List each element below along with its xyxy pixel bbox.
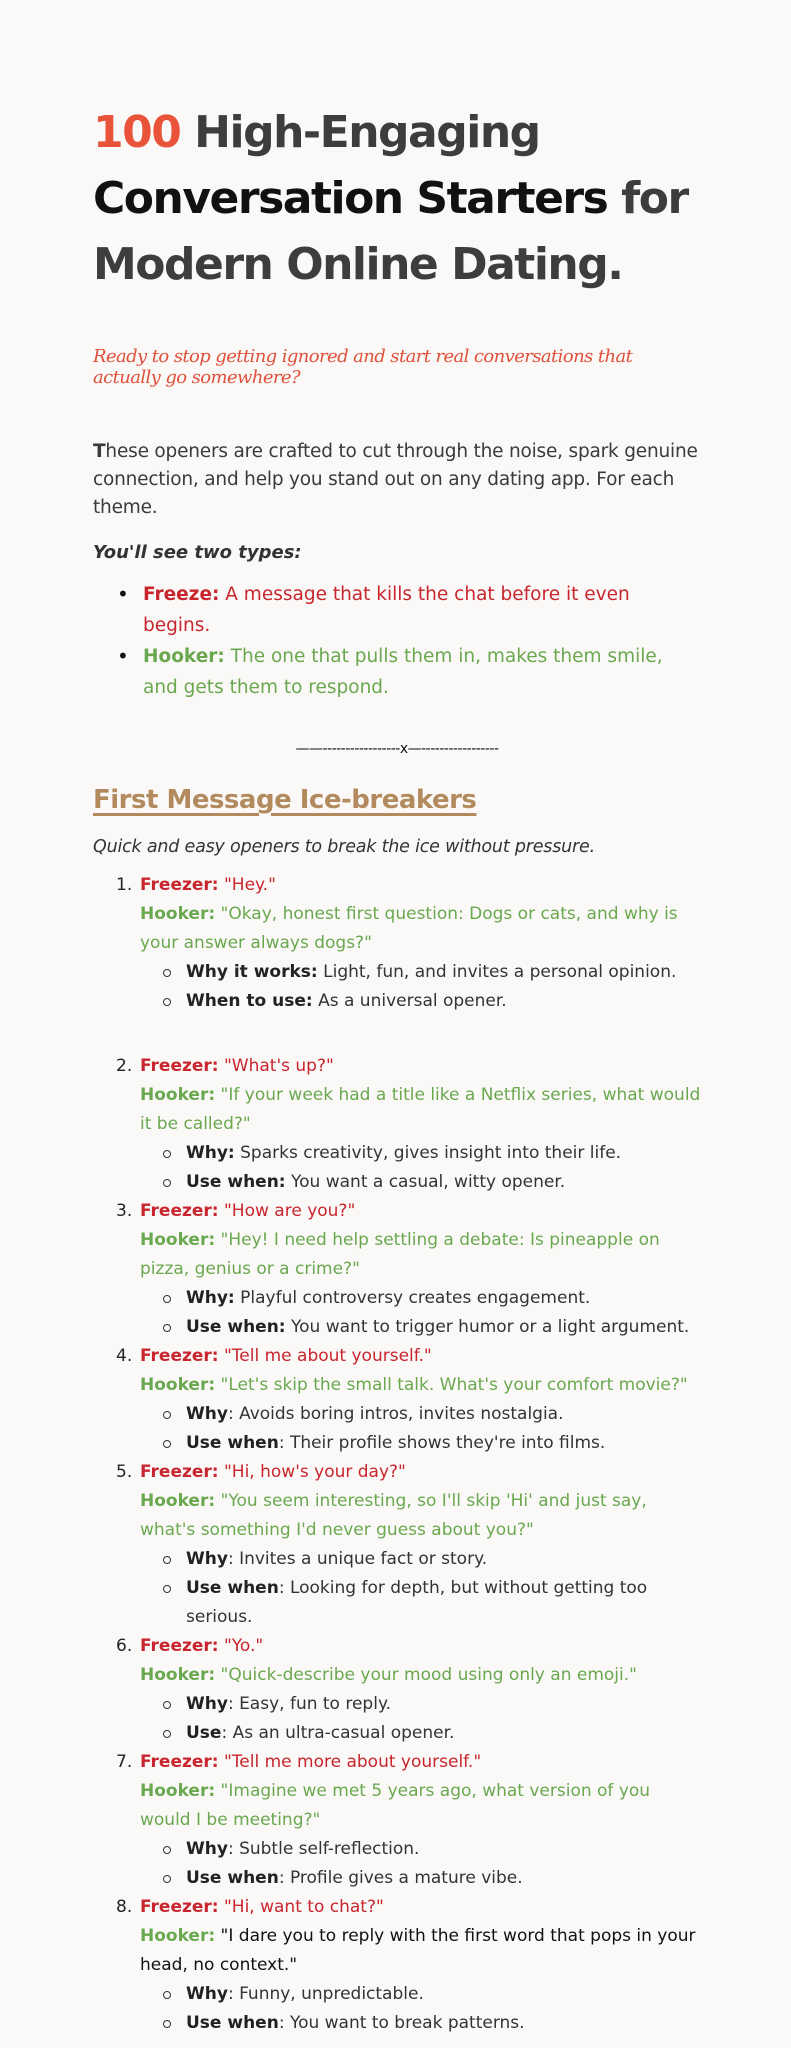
detail-item — [186, 1864, 701, 1893]
list-item — [93, 1052, 701, 1197]
hooker-text: "Okay, honest first question: Dogs or cats, and why is your answer always dogs?" — [140, 904, 678, 953]
hooker-label: Hooker: — [140, 1781, 216, 1801]
title-part-4: Modern Online Dating. — [93, 239, 623, 290]
freezer-label: Freezer: — [140, 875, 219, 895]
detail-list — [140, 1545, 701, 1632]
detail-list — [140, 958, 701, 1016]
detail-label: Use — [186, 1723, 222, 1743]
detail-list — [140, 1400, 701, 1458]
type-hooker-label: Hooker: — [143, 646, 225, 667]
item-number: 1. — [116, 875, 133, 895]
freezer-text: "How are you?" — [218, 1201, 356, 1221]
item-number: 2. — [116, 1056, 133, 1076]
item-number: 8. — [116, 1897, 133, 1917]
detail-label: Why: — [186, 1288, 235, 1308]
item-number: 3. — [116, 1201, 133, 1221]
detail-list — [140, 1690, 701, 1748]
detail-label: Why — [186, 1984, 228, 2004]
freezer-line — [140, 1458, 701, 1487]
list-item — [93, 1342, 701, 1458]
detail-text: As a universal opener. — [312, 991, 507, 1011]
hooker-text: "Hey! I need help settling a debate: Is pineapple on pizza, genius or a crime?" — [140, 1230, 660, 1279]
hooker-label: Hooker: — [140, 1085, 216, 1105]
type-hooker — [117, 641, 701, 703]
hooker-text: "You seem interesting, so I'll skip 'Hi' and just say, what's something I'd never guess about you?" — [140, 1491, 647, 1540]
freezer-line — [140, 871, 701, 900]
detail-item — [186, 1284, 701, 1313]
hooker-label: Hooker: — [140, 1665, 216, 1685]
divider: ——-----------------x—----------------- — [295, 741, 499, 757]
detail-text: : Profile gives a mature vibe. — [278, 1868, 523, 1888]
detail-label: When to use: — [186, 991, 313, 1011]
section-subtitle: Quick and easy openers to break the ice without pressure. — [93, 837, 595, 857]
freezer-line — [140, 1748, 701, 1777]
detail-label: Use when: — [186, 1317, 286, 1337]
freezer-label: Freezer: — [140, 1201, 219, 1221]
detail-label: Use when: — [186, 1172, 286, 1192]
freezer-line — [140, 1052, 701, 1081]
freezer-label: Freezer: — [140, 1346, 219, 1366]
freezer-text: "Yo." — [218, 1636, 264, 1656]
title-part-1: High-Engaging — [180, 107, 540, 158]
detail-label: Use when — [186, 2013, 279, 2033]
detail-text: : Invites a unique fact or story. — [227, 1549, 488, 1569]
detail-text: : Their profile shows they're into films. — [278, 1433, 606, 1453]
hooker-line — [140, 1922, 701, 1980]
hooker-text: "Let's skip the small talk. What's your comfort movie?" — [215, 1375, 688, 1395]
detail-label: Why: — [186, 1143, 235, 1163]
item-number: 4. — [116, 1346, 133, 1366]
hooker-text: "I dare you to reply with the first word that pops in your head, no context." — [140, 1926, 696, 1975]
page-title — [93, 100, 701, 298]
freezer-line — [140, 1342, 701, 1371]
freezer-text: "What's up?" — [218, 1056, 334, 1076]
tagline: Ready to stop getting ignored and start real conversations that actually go somewhere? — [93, 346, 633, 388]
detail-label: Why — [186, 1694, 228, 1714]
detail-item — [186, 1545, 701, 1574]
detail-list — [140, 1139, 701, 1197]
hooker-label: Hooker: — [140, 1230, 216, 1250]
hooker-line — [140, 1661, 701, 1690]
detail-item — [186, 1980, 701, 2009]
intro-first-letter: T — [93, 441, 106, 462]
item-number: 6. — [116, 1636, 133, 1656]
hooker-label: Hooker: — [140, 1926, 216, 1946]
hooker-line — [140, 1371, 701, 1400]
detail-item — [186, 1139, 701, 1168]
freezer-text: "Hi, want to chat?" — [218, 1897, 384, 1917]
freezer-text: "Tell me more about yourself." — [218, 1752, 482, 1772]
hooker-label: Hooker: — [140, 904, 216, 924]
detail-text: : Avoids boring intros, invites nostalgia. — [227, 1404, 564, 1424]
detail-text: You want to trigger humor or a light argument. — [285, 1317, 690, 1337]
opener-list — [93, 871, 701, 2038]
freezer-text: "Tell me about yourself." — [218, 1346, 432, 1366]
freezer-text: "Hi, how's your day?" — [218, 1462, 406, 1482]
title-part-3: for — [607, 173, 688, 224]
list-item — [93, 1893, 701, 2038]
freezer-text: "Hey." — [218, 875, 276, 895]
detail-list — [140, 1835, 701, 1893]
intro-paragraph — [93, 438, 701, 522]
detail-label: Why — [186, 1549, 228, 1569]
detail-text: : You want to break patterns. — [278, 2013, 525, 2033]
hooker-label: Hooker: — [140, 1491, 216, 1511]
list-item — [93, 871, 701, 1016]
intro-text: hese openers are crafted to cut through the noise, spark genuine connection, and help you stand out on any dating app. For each theme. — [93, 441, 698, 518]
section-title: First Message Ice-breakers — [93, 785, 477, 815]
detail-text: You want a casual, witty opener. — [285, 1172, 566, 1192]
freezer-label: Freezer: — [140, 1752, 219, 1772]
hooker-line — [140, 1777, 701, 1835]
types-heading: You'll see two types: — [93, 542, 302, 563]
freezer-line — [140, 1197, 701, 1226]
title-number: 100 — [93, 107, 181, 158]
hooker-line — [140, 900, 701, 958]
type-hooker-text: The one that pulls them in, makes them smile, and gets them to respond. — [143, 646, 663, 698]
freezer-label: Freezer: — [140, 1897, 219, 1917]
detail-item — [186, 1429, 701, 1458]
detail-list — [140, 1980, 701, 2038]
hooker-text: "If your week had a title like a Netflix series, what would it be called?" — [140, 1085, 701, 1134]
freezer-label: Freezer: — [140, 1056, 219, 1076]
hooker-text: "Quick-describe your mood using only an emoji." — [215, 1665, 637, 1685]
detail-label: Use when — [186, 1578, 279, 1598]
hooker-line — [140, 1081, 701, 1139]
hooker-line — [140, 1226, 701, 1284]
detail-text: : Easy, fun to reply. — [227, 1694, 391, 1714]
freezer-label: Freezer: — [140, 1636, 219, 1656]
list-item — [93, 1748, 701, 1893]
detail-label: Use when — [186, 1433, 279, 1453]
detail-text: : As an ultra-casual opener. — [221, 1723, 455, 1743]
detail-text: Light, fun, and invites a personal opinion. — [317, 962, 677, 982]
detail-item — [186, 1719, 701, 1748]
hooker-line — [140, 1487, 701, 1545]
type-freeze-text: A message that kills the chat before it even begins. — [143, 584, 630, 636]
list-item — [93, 1458, 701, 1632]
detail-item — [186, 987, 701, 1016]
detail-label: Why — [186, 1839, 228, 1859]
detail-item — [186, 1574, 701, 1632]
detail-text: Sparks creativity, gives insight into their life. — [234, 1143, 622, 1163]
list-item — [93, 1632, 701, 1748]
detail-item — [186, 1835, 701, 1864]
freezer-line — [140, 1632, 701, 1661]
hooker-label: Hooker: — [140, 1375, 216, 1395]
detail-list — [140, 1284, 701, 1342]
types-list — [93, 579, 701, 703]
list-item — [93, 1197, 701, 1342]
detail-label: Why it works: — [186, 962, 318, 982]
detail-text: : Looking for depth, but without getting too serious. — [186, 1578, 648, 1627]
freezer-label: Freezer: — [140, 1462, 219, 1482]
detail-item — [186, 1313, 701, 1342]
freezer-line — [140, 1893, 701, 1922]
detail-text: Playful controversy creates engagement. — [234, 1288, 591, 1308]
title-part-2: Conversation Starters — [93, 173, 608, 224]
detail-text: : Funny, unpredictable. — [227, 1984, 424, 2004]
type-freeze — [117, 579, 701, 641]
detail-item — [186, 958, 701, 987]
detail-item — [186, 2009, 701, 2038]
detail-label: Why — [186, 1404, 228, 1424]
detail-item — [186, 1400, 701, 1429]
item-number: 7. — [116, 1752, 133, 1772]
detail-text: : Subtle self-reflection. — [227, 1839, 420, 1859]
hooker-text: "Imagine we met 5 years ago, what version of you would I be meeting?" — [140, 1781, 651, 1830]
detail-label: Use when — [186, 1868, 279, 1888]
detail-item — [186, 1690, 701, 1719]
type-freeze-label: Freeze: — [143, 584, 220, 605]
item-number: 5. — [116, 1462, 133, 1482]
detail-item — [186, 1168, 701, 1197]
